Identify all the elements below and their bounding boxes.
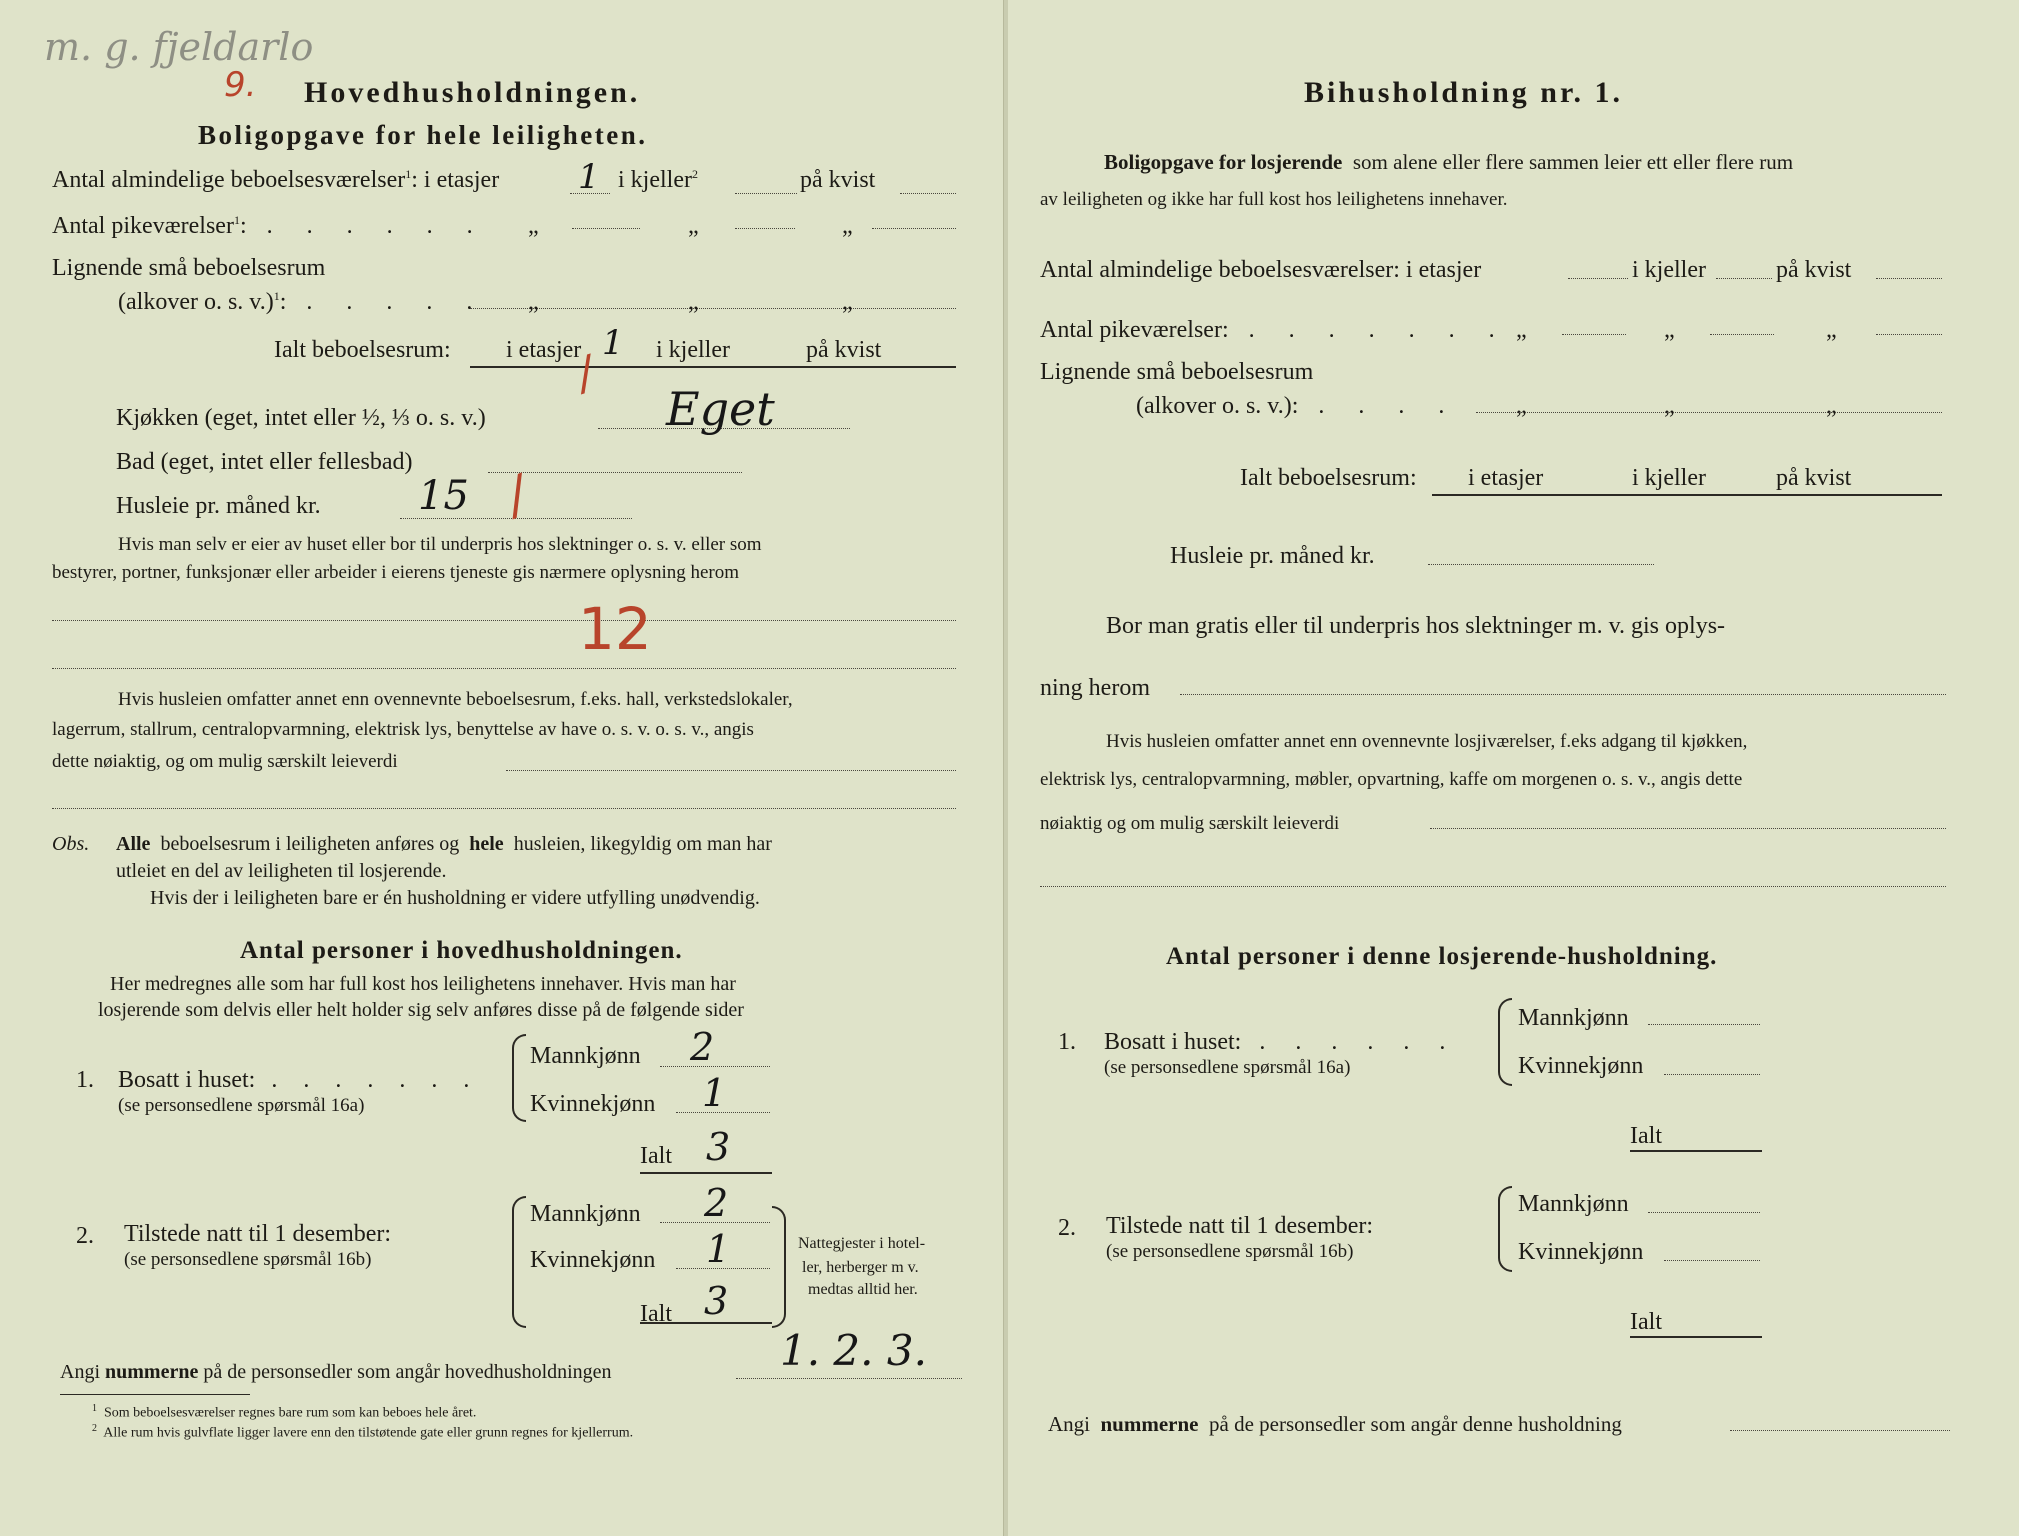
- sub-q1-total-label: Ialt: [1630, 1123, 1662, 1149]
- owner-note-field[interactable]: [52, 620, 956, 621]
- maid-kvist-field[interactable]: [735, 228, 795, 229]
- footnote-rule: [60, 1394, 250, 1395]
- q2-side-note-1: Nattegjester i hotel-: [798, 1235, 926, 1252]
- kitchen-label: Kjøkken (eget, intet eller ½, ⅓ o. s. v.): [116, 405, 486, 431]
- sub-q1-brace: [1498, 998, 1512, 1086]
- rooms-etasjer-value: 1: [578, 157, 600, 197]
- total-kjeller-label: i kjeller: [656, 337, 730, 363]
- rent-value: 15: [418, 473, 469, 519]
- sub-rooms-etasjer-field[interactable]: [1568, 278, 1628, 279]
- sub-q1-male-label: Mannkjønn: [1518, 1005, 1629, 1031]
- ditto-mark: „: [842, 213, 853, 239]
- q1-female-value: 1: [702, 1071, 727, 1115]
- sub-total-rooms-label: Ialt beboelsesrum:: [1240, 465, 1417, 491]
- sub-total-rule: [1432, 494, 1942, 496]
- sub-rooms-kjeller-field[interactable]: [1716, 278, 1772, 279]
- sub-total-kvist-label: på kvist: [1776, 465, 1852, 491]
- extra-note-field-2[interactable]: [52, 808, 956, 809]
- red-written-number: 12: [578, 595, 652, 663]
- page-fold: [1003, 0, 1008, 1536]
- sub-q1-label: Bosatt i huset: . . . . . .: [1104, 1029, 1458, 1055]
- maid-rooms-label: Antal pikeværelser$^1$: . . . . . .: [52, 213, 487, 239]
- sub-numbers-field[interactable]: [1730, 1430, 1950, 1431]
- sub-rooms-label: Antal almindelige beboelsesværelser: i etasjer: [1040, 257, 1482, 283]
- ditto-mark: „: [1826, 317, 1837, 343]
- sub-extra-field-2[interactable]: [1040, 886, 1946, 887]
- sub-q1-male-field[interactable]: [1648, 1024, 1760, 1025]
- sub-q2-female-field[interactable]: [1664, 1260, 1760, 1261]
- q1-total-rule: [640, 1172, 772, 1174]
- numbers-field[interactable]: [736, 1378, 962, 1379]
- ditto-mark: „: [1664, 393, 1675, 419]
- sub-q2-sub: (se personsedlene spørsmål 16b): [1106, 1241, 1354, 1262]
- bath-label: Bad (eget, intet eller fellesbad): [116, 449, 413, 475]
- rooms-kvist-field[interactable]: [900, 193, 956, 194]
- extra-note-1: Hvis husleien omfatter annet enn ovennevnte beboelsesrum, f.eks. hall, verkstedslokaler,: [118, 689, 793, 710]
- sub-total-etasjer-label: i etasjer: [1468, 465, 1544, 491]
- red-check-mark: /: [498, 464, 535, 526]
- q2-right-brace: [772, 1206, 786, 1328]
- sub-maid-label: Antal pikeværelser: . . . . . . .: [1040, 317, 1509, 343]
- sub-household-intro-2: av leiligheten og ikke har full kost hos leilighetens innehaver.: [1040, 189, 1508, 210]
- total-etasjer-value: 1: [602, 323, 624, 363]
- main-household-title: Hovedhusholdningen.: [304, 76, 641, 109]
- q2-label: Tilstede natt til 1 desember:: [124, 1221, 392, 1247]
- total-kvist-label: på kvist: [806, 337, 882, 363]
- q1-male-field[interactable]: [660, 1066, 770, 1067]
- bath-field[interactable]: [488, 472, 742, 473]
- extra-note-field[interactable]: [506, 770, 956, 771]
- persons-note-2: losjerende som delvis eller helt holder sig selv anføres disse på de følgende sider: [98, 999, 744, 1021]
- kitchen-value: Eget: [666, 382, 775, 436]
- red-number-mark: 9.: [224, 65, 257, 105]
- extra-note-2: lagerrum, stallrum, centralopvarmning, elektrisk lys, benyttelse av have o. s. v. o. s. v., angis: [52, 719, 754, 740]
- ditto-mark: „: [842, 289, 853, 315]
- q2-side-note-3: medtas alltid her.: [808, 1281, 918, 1298]
- q1-brace: [512, 1034, 526, 1122]
- obs-line-1: Alle beboelsesrum i leiligheten anføres og hele husleien, likegyldig om man har: [116, 833, 772, 855]
- sub-household-title: Bihusholdning nr. 1.: [1304, 76, 1624, 109]
- sub-rent-field[interactable]: [1428, 564, 1654, 565]
- sub-rooms-kjeller-label: i kjeller: [1632, 257, 1706, 283]
- q2-total-label: Ialt: [640, 1301, 672, 1327]
- q2-total-value: 3: [704, 1279, 729, 1323]
- q1-male-value: 2: [690, 1025, 715, 1069]
- rooms-kjeller-label: i kjeller$^2$: [618, 167, 698, 193]
- obs-line-2: utleiet en del av leiligheten til losjerende.: [116, 860, 447, 882]
- q1-label: Bosatt i huset: . . . . . . .: [118, 1067, 480, 1093]
- sub-q2-total-label: Ialt: [1630, 1309, 1662, 1335]
- sub-q2-female-label: Kvinnekjønn: [1518, 1239, 1644, 1265]
- obs-label: Obs.: [52, 833, 90, 855]
- persons-note-1: Her medregnes alle som har full kost hos leilighetens innehaver. Hvis man har: [110, 973, 736, 995]
- sub-q2-total-rule: [1630, 1336, 1762, 1338]
- small-rooms-label2: (alkover o. s. v.)$^1$: . . . . .: [118, 289, 487, 315]
- q1-female-label: Kvinnekjønn: [530, 1091, 656, 1117]
- q1-number: 1.: [76, 1067, 94, 1093]
- q2-female-value: 1: [706, 1227, 731, 1271]
- rent-label: Husleie pr. måned kr.: [116, 493, 321, 519]
- owner-note-2: bestyrer, portner, funksjonær eller arbeider i eierens tjeneste gis nærmere oplysning herom: [52, 562, 740, 583]
- sub-maid-field-2[interactable]: [1710, 334, 1774, 335]
- sub-rooms-kvist-field[interactable]: [1876, 278, 1942, 279]
- ditto-mark: „: [688, 289, 699, 315]
- sub-small-rooms-label2: (alkover o. s. v.): . . . .: [1136, 393, 1459, 419]
- sub-q2-number: 2.: [1058, 1215, 1076, 1241]
- sub-gratis-line-1: Bor man gratis eller til underpris hos slektninger m. v. gis oplys-: [1106, 613, 1726, 639]
- ditto-mark: „: [528, 289, 539, 315]
- total-rooms-label: Ialt beboelsesrum:: [274, 337, 451, 363]
- q1-total-value: 3: [706, 1125, 731, 1169]
- small-rooms-field[interactable]: [470, 308, 956, 309]
- q2-brace: [512, 1196, 526, 1328]
- owner-note-1: Hvis man selv er eier av huset eller bor til underpris hos slektninger o. s. v. eller som: [118, 534, 762, 555]
- q2-side-note-2: ler, herberger m v.: [802, 1259, 919, 1276]
- q2-male-label: Mannkjønn: [530, 1201, 641, 1227]
- sub-q2-brace: [1498, 1186, 1512, 1272]
- sub-persons-title: Antal personer i denne losjerende-husholdning.: [1166, 943, 1718, 970]
- rooms-kvist-label: på kvist: [800, 167, 876, 193]
- rooms-label: Antal almindelige beboelsesværelser$^1$: i etasjer: [52, 167, 500, 193]
- sub-extra-field[interactable]: [1430, 828, 1946, 829]
- sub-maid-field-1[interactable]: [1562, 334, 1626, 335]
- ditto-mark: „: [1516, 393, 1527, 419]
- total-rooms-rule: [470, 366, 956, 368]
- footnote-1: $^1$ Som beboelsesværelser regnes bare rum som kan beboes hele året.: [92, 1403, 477, 1421]
- sub-q1-female-field[interactable]: [1664, 1074, 1760, 1075]
- sub-q1-sub: (se personsedlene spørsmål 16a): [1104, 1057, 1351, 1078]
- sub-extra-2: elektrisk lys, centralopvarmning, møbler, opvartning, kaffe om morgenen o. s. v., angis dette: [1040, 769, 1743, 790]
- q2-female-label: Kvinnekjønn: [530, 1247, 656, 1273]
- sub-q2-male-label: Mannkjønn: [1518, 1191, 1629, 1217]
- owner-note-field-2[interactable]: [52, 668, 956, 669]
- sub-household-intro: Boligopgave for losjerende som alene eller flere sammen leier ett eller flere rum: [1104, 150, 1794, 174]
- sub-rooms-kvist-label: på kvist: [1776, 257, 1852, 283]
- q2-sub: (se personsedlene spørsmål 16b): [124, 1249, 372, 1270]
- sub-gratis-field[interactable]: [1180, 694, 1946, 695]
- sub-q1-total-rule: [1630, 1150, 1762, 1152]
- sub-small-rooms-label: Lignende små beboelsesrum: [1040, 359, 1314, 385]
- sub-q2-label: Tilstede natt til 1 desember:: [1106, 1213, 1374, 1239]
- footnote-2: $^2$ Alle rum hvis gulvflate ligger lavere enn den tilstøtende gate eller grunn regnes for kjellerrum.: [92, 1423, 634, 1441]
- numbers-value: 1. 2. 3.: [780, 1326, 927, 1375]
- q2-number: 2.: [76, 1223, 94, 1249]
- q1-male-label: Mannkjønn: [530, 1043, 641, 1069]
- ditto-mark: „: [1516, 317, 1527, 343]
- small-rooms-label: Lignende små beboelsesrum: [52, 255, 326, 281]
- ditto-mark: „: [688, 213, 699, 239]
- sub-numbers-label: Angi nummerne på de personsedler som angår denne husholdning: [1048, 1412, 1622, 1436]
- sub-q1-female-label: Kvinnekjønn: [1518, 1053, 1644, 1079]
- extra-note-3: dette nøiaktig, og om mulig særskilt leieverdi: [52, 751, 398, 772]
- ditto-mark: „: [1826, 393, 1837, 419]
- main-household-subtitle: Boligopgave for hele leiligheten.: [198, 120, 648, 150]
- sub-rent-label: Husleie pr. måned kr.: [1170, 543, 1375, 569]
- numbers-label: Angi nummerne på de personsedler som angår hovedhusholdningen: [60, 1361, 612, 1383]
- sub-extra-1: Hvis husleien omfatter annet enn ovennevnte losjiværelser, f.eks adgang til kjøkken,: [1106, 731, 1748, 752]
- q1-sub: (se personsedlene spørsmål 16a): [118, 1095, 365, 1116]
- sub-q1-number: 1.: [1058, 1029, 1076, 1055]
- q1-total-label: Ialt: [640, 1143, 672, 1169]
- pencil-note: m. g. fjeldarlo: [44, 25, 314, 69]
- sub-maid-field-3[interactable]: [1876, 334, 1942, 335]
- q2-male-value: 2: [704, 1181, 729, 1225]
- sub-small-rooms-field[interactable]: [1476, 412, 1942, 413]
- total-etasjer-label: i etasjer: [506, 337, 582, 363]
- sub-q2-male-field[interactable]: [1648, 1212, 1760, 1213]
- rooms-kjeller-field[interactable]: [735, 193, 797, 194]
- ditto-mark: „: [1664, 317, 1675, 343]
- sub-gratis-line-2: ning herom: [1040, 675, 1150, 701]
- sub-extra-3: nøiaktig og om mulig særskilt leieverdi: [1040, 813, 1340, 834]
- red-check-mark: /: [570, 346, 601, 401]
- ditto-mark: „: [528, 213, 539, 239]
- obs-line-3: Hvis der i leiligheten bare er én husholdning er videre utfylling unødvendig.: [150, 887, 760, 909]
- sub-total-kjeller-label: i kjeller: [1632, 465, 1706, 491]
- persons-title: Antal personer i hovedhusholdningen.: [240, 937, 683, 964]
- maid-other-field[interactable]: [872, 228, 956, 229]
- maid-kjeller-field[interactable]: [572, 228, 640, 229]
